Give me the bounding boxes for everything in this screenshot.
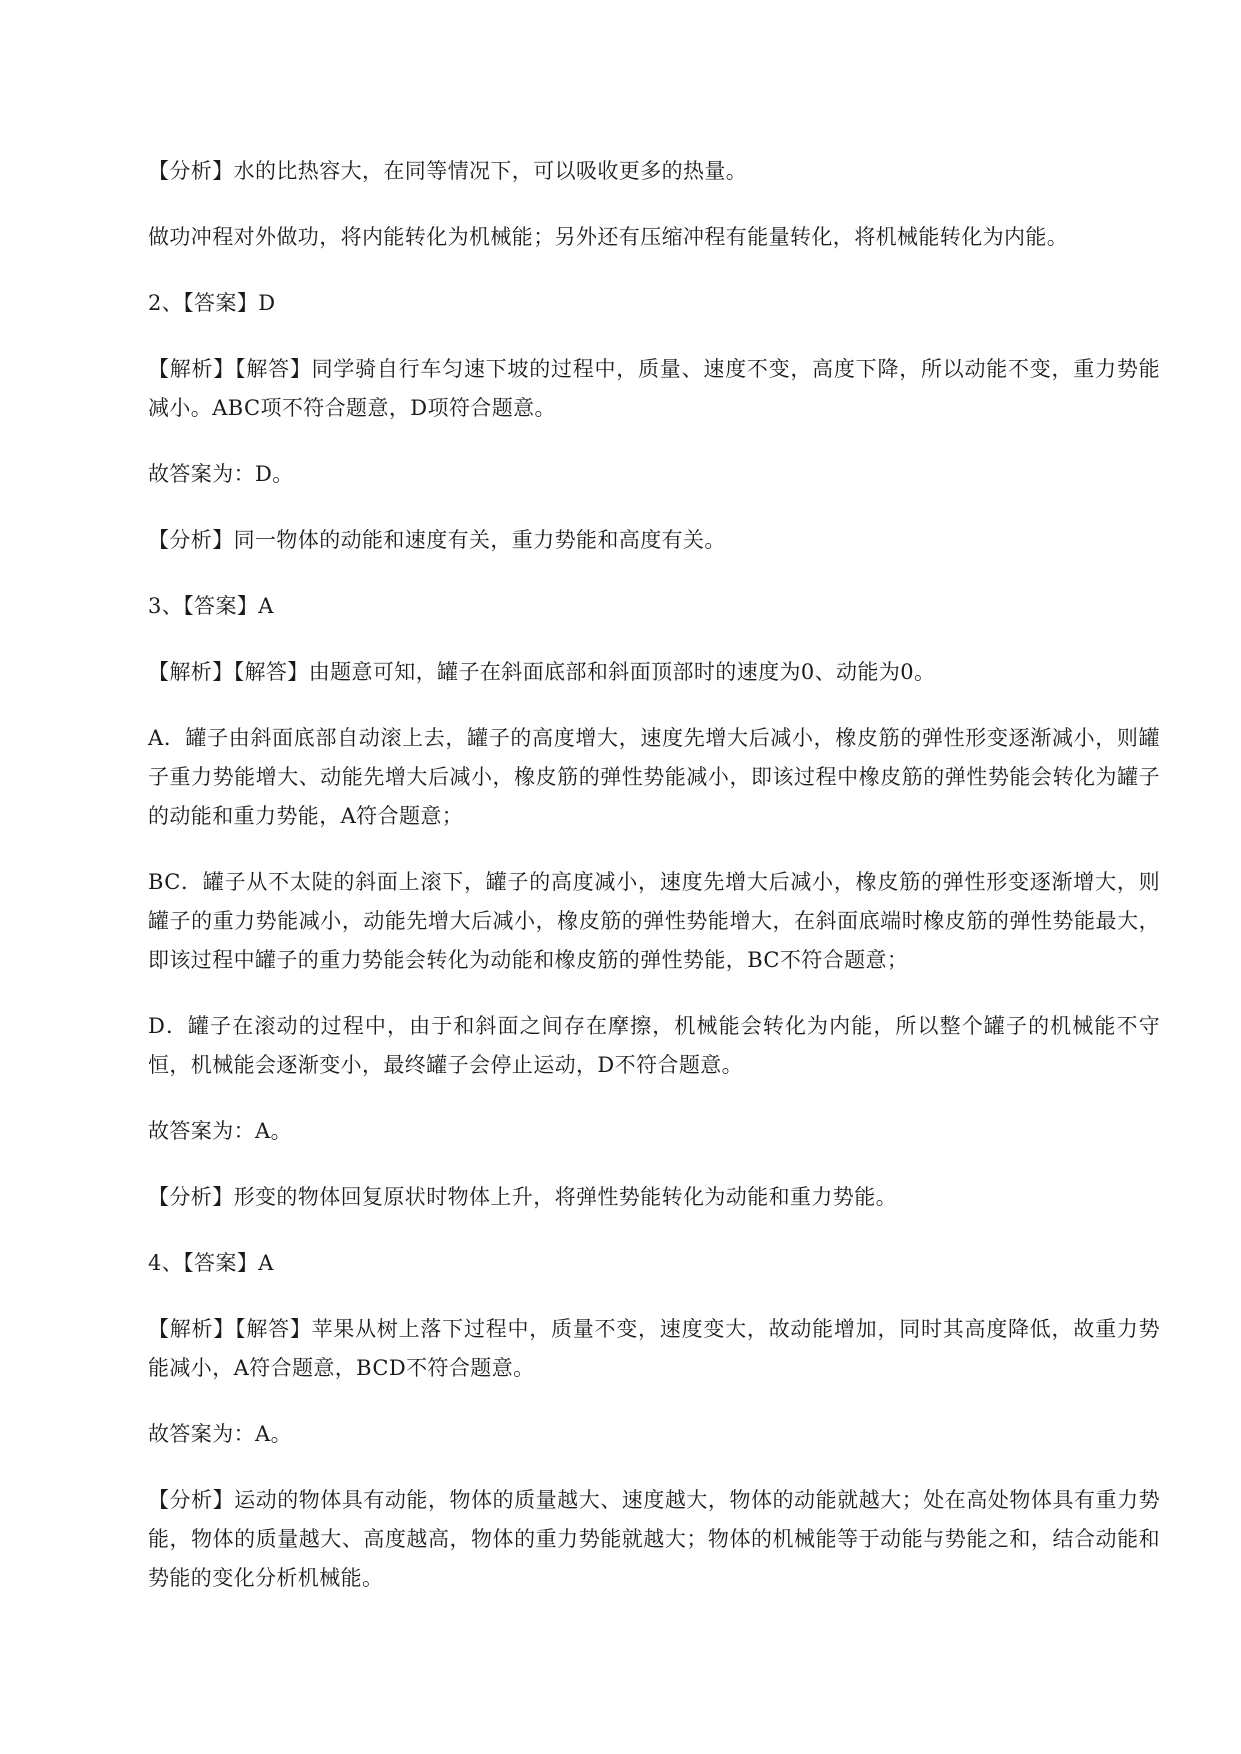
option-d-paragraph: D．罐子在滚动的过程中，由于和斜面之间存在摩擦，机械能会转化为内能，所以整个罐子的机械能不守恒，机械能会逐渐变小，最终罐子会停止运动，D不符合题意。 (148, 1014, 1160, 1077)
analysis-paragraph: 【分析】形变的物体回复原状时物体上升，将弹性势能转化为动能和重力势能。 (148, 1185, 897, 1209)
explanation-paragraph: 做功冲程对外做功，将内能转化为机械能；另外还有压缩冲程有能量转化，将机械能转化为内能。 (148, 225, 1069, 249)
solution-paragraph: 【解析】【解答】同学骑自行车匀速下坡的过程中，质量、速度不变，高度下降，所以动能不变，重力势能减小。ABC项不符合题意，D项符合题意。 (148, 357, 1160, 420)
final-answer: 故答案为：D。 (148, 462, 294, 486)
document-page (148, 152, 1160, 1625)
answer-heading-2: 2、【答案】D (148, 291, 276, 315)
solution-paragraph: 【解析】【解答】苹果从树上落下过程中，质量不变，速度变大，故动能增加，同时其高度降低，故重力势能减小，A符合题意，BCD不符合题意。 (148, 1317, 1160, 1380)
final-answer: 故答案为：A。 (148, 1119, 292, 1143)
analysis-paragraph: 【分析】运动的物体具有动能，物体的质量越大、速度越大，物体的动能就越大；处在高处物体具有重力势能，物体的质量越大、高度越高，物体的重力势能就越大；物体的机械能等于动能与势能之和，结合动能和势能的变化分析机械能。 (148, 1488, 1160, 1590)
analysis-paragraph: 【分析】水的比热容大，在同等情况下，可以吸收更多的热量。 (148, 159, 748, 183)
option-a-paragraph: A．罐子由斜面底部自动滚上去，罐子的高度增大，速度先增大后减小，橡皮筋的弹性形变逐渐减小，则罐子重力势能增大、动能先增大后减小，橡皮筋的弹性势能减小，即该过程中橡皮筋的弹性势能会转化为罐子的动能和重力势能，A符合题意； (148, 726, 1160, 828)
option-bc-paragraph: BC．罐子从不太陡的斜面上滚下，罐子的高度减小，速度先增大后减小，橡皮筋的弹性形变逐渐增大，则罐子的重力势能减小，动能先增大后减小，橡皮筋的弹性势能增大，在斜面底端时橡皮筋的弹性势能最大，即该过程中罐子的重力势能会转化为动能和橡皮筋的弹性势能，BC不符合题意； (148, 870, 1160, 972)
answer-heading-3: 3、【答案】A (148, 594, 274, 618)
analysis-paragraph: 【分析】同一物体的动能和速度有关，重力势能和高度有关。 (148, 528, 726, 552)
final-answer: 故答案为：A。 (148, 1422, 292, 1446)
answer-heading-4: 4、【答案】A (148, 1251, 274, 1275)
solution-paragraph: 【解析】【解答】由题意可知，罐子在斜面底部和斜面顶部时的速度为0、动能为0。 (148, 660, 936, 684)
